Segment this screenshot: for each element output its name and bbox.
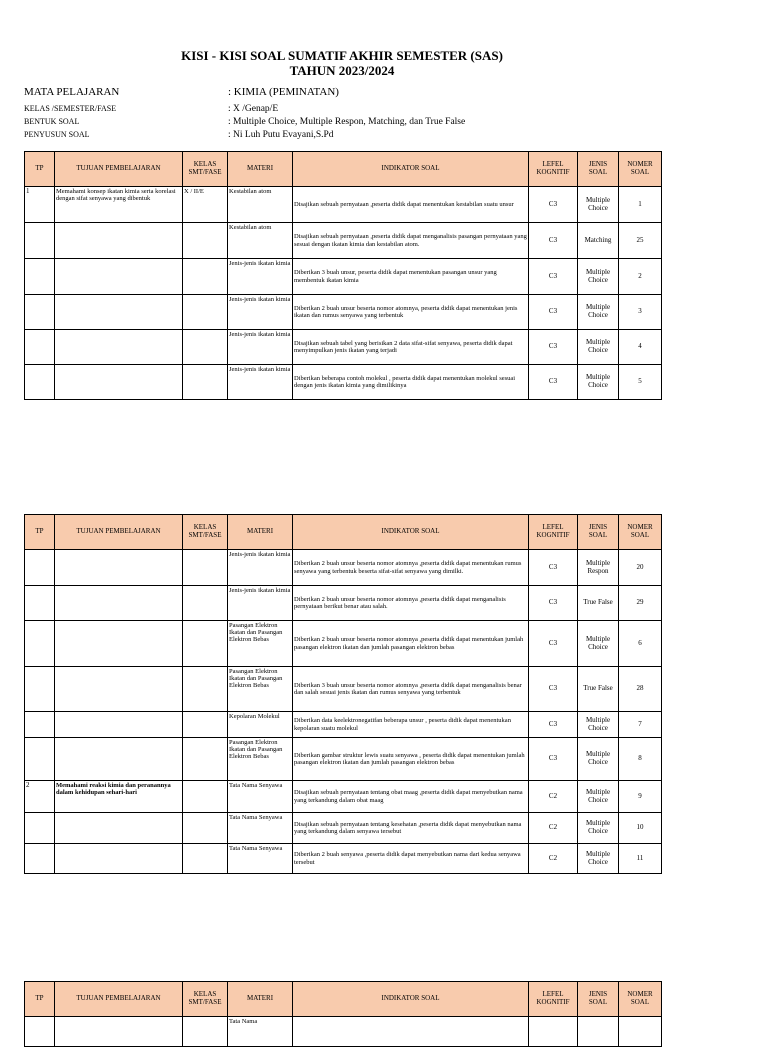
cell-kelas [183,621,228,667]
meta-label: PENYUSUN SOAL [24,130,90,139]
meta-value: : KIMIA (PEMINATAN) [228,86,339,98]
cell-tp [25,621,55,667]
table-row [25,621,662,667]
cell-jenis: True False [578,667,619,712]
kisi-table-1 [24,151,662,400]
cell-nomor [619,1017,662,1047]
table-row [25,365,662,400]
cell-kelas [183,550,228,586]
cell-indikator: Disajikan sebuah pernyataan ,peserta didik dapat menentukan kestabilan suatu unsur [293,187,529,223]
cell-materi: Pasangan Elektron Ikatan dan Pasangan Elektron Bebas [228,738,293,781]
header-kelas: KELAS SMT/FASE [183,515,228,550]
cell-nomor: 10 [619,813,662,844]
cell-kelas [183,1017,228,1047]
header-indikator: INDIKATOR SOAL [293,982,529,1017]
cell-tujuan [55,1017,183,1047]
cell-jenis: Multiple Choice [578,187,619,223]
header-level: LEFEL KOGNITIF [529,515,578,550]
cell-level: C3 [529,295,578,330]
kisi-table-2 [24,514,662,874]
cell-tujuan [55,667,183,712]
header-indikator: INDIKATOR SOAL [293,152,529,187]
cell-indikator: Diberikan 2 buah unsur beserta nomor atomnya ,peserta didik dapat menentukan rumus senyawa yang terbentuk beserta sifat-sifat senyawa yang dimilki. [293,550,529,586]
cell-level: C3 [529,586,578,621]
header-nomor: NOMER SOAL [619,515,662,550]
cell-indikator: Disajikan sebuah pernyataan tentang kesehatan ,peserta didik dapat menyebutkan nama yang terkandung dalam senyawa tersebut [293,813,529,844]
cell-kelas [183,738,228,781]
table-row [25,330,662,365]
cell-kelas [183,223,228,259]
table-row [25,738,662,781]
cell-indikator: Diberikan 2 buah senyawa ,peserta didik dapat menyebutkan nama dari kedua senyawa tersebut [293,844,529,874]
cell-tp [25,667,55,712]
header-materi: MATERI [228,982,293,1017]
cell-tujuan: Memahami reaksi kimia dan peranannya dalam kehidupan sehari-hari [55,781,183,813]
header-tp: TP [25,152,55,187]
table-row [25,813,662,844]
cell-jenis: Multiple Choice [578,259,619,295]
cell-tujuan [55,223,183,259]
cell-materi: Tata Nama [228,1017,293,1047]
cell-jenis: Multiple Choice [578,844,619,874]
cell-tujuan [55,621,183,667]
cell-level [529,1017,578,1047]
cell-kelas [183,365,228,400]
meta-value: : Ni Luh Putu Evayani,S.Pd [228,130,334,140]
cell-materi: Pasangan Elektron Ikatan dan Pasangan Elektron Bebas [228,667,293,712]
cell-tujuan: Memahami konsep ikatan kimia serta korelasi dengan sifat senyawa yang dibentuk [55,187,183,223]
cell-indikator: Diberikan data keelektronegatifan beberapa unsur , peserta didik dapat menentukan kepolaran suatu molekul [293,712,529,738]
header-tp: TP [25,515,55,550]
cell-tp [25,223,55,259]
table-row [25,667,662,712]
cell-tp [25,1017,55,1047]
cell-tujuan [55,844,183,874]
header-kelas: KELAS SMT/FASE [183,152,228,187]
cell-nomor: 4 [619,330,662,365]
cell-tujuan [55,365,183,400]
table-row [25,586,662,621]
cell-level: C3 [529,187,578,223]
cell-nomor: 28 [619,667,662,712]
table-row [25,550,662,586]
cell-materi: Jenis-jenis ikatan kimia [228,365,293,400]
table-header-row [25,515,662,550]
document-title: KISI - KISI SOAL SUMATIF AKHIR SEMESTER (SAS) [181,48,503,63]
cell-nomor: 7 [619,712,662,738]
cell-kelas [183,781,228,813]
cell-nomor: 2 [619,259,662,295]
table-row [25,1017,662,1047]
cell-indikator [293,1017,529,1047]
cell-materi: Jenis-jenis ikatan kimia [228,259,293,295]
cell-nomor: 1 [619,187,662,223]
table-header-row [25,152,662,187]
header-materi: MATERI [228,515,293,550]
cell-kelas [183,667,228,712]
header-tujuan: TUJUAN PEMBELAJARAN [55,152,183,187]
cell-level: C3 [529,223,578,259]
header-jenis: JENIS SOAL [578,515,619,550]
table-header-row [25,982,662,1017]
table-row [25,712,662,738]
cell-tp [25,712,55,738]
cell-level: C3 [529,365,578,400]
cell-kelas [183,295,228,330]
cell-jenis [578,1017,619,1047]
cell-tp: 1 [25,187,55,223]
cell-materi: Kestabilan atom [228,223,293,259]
meta-label: BENTUK SOAL [24,117,80,126]
cell-jenis: Multiple Choice [578,813,619,844]
header-nomor: NOMER SOAL [619,152,662,187]
cell-jenis: Multiple Choice [578,712,619,738]
header-level: LEFEL KOGNITIF [529,982,578,1017]
cell-level: C3 [529,550,578,586]
header-level: LEFEL KOGNITIF [529,152,578,187]
cell-materi: Jenis-jenis ikatan kimia [228,330,293,365]
cell-level: C2 [529,781,578,813]
cell-indikator: Diberikan 2 buah unsur beserta nomor atomnya ,peserta didik dapat menganalisis pernyataan berikut benar atau salah. [293,586,529,621]
cell-level: C3 [529,667,578,712]
cell-level: C3 [529,738,578,781]
cell-indikator: Disajikan sebuah pernyataan ,peserta didik dapat menganalisis pasangan pernyataan yang sesuai dengan ikatan kimia dan kestabilan atom. [293,223,529,259]
cell-level: C3 [529,712,578,738]
cell-tujuan [55,813,183,844]
cell-level: C3 [529,330,578,365]
cell-materi: Jenis-jenis ikatan kimia [228,295,293,330]
cell-tujuan [55,738,183,781]
cell-jenis: Multiple Choice [578,295,619,330]
cell-nomor: 29 [619,586,662,621]
cell-materi: Tata Nama Senyawa [228,781,293,813]
cell-kelas [183,586,228,621]
cell-nomor: 20 [619,550,662,586]
table-row [25,187,662,223]
cell-tp [25,295,55,330]
cell-indikator: Diberikan 3 buah unsur beserta nomor atomnya ,peserta didik dapat menganalisis benar dan salah sesuai jenis ikatan dan rumus senyawa yang terbentuk [293,667,529,712]
meta-value: : X /Genap/E [228,104,279,114]
cell-indikator: Disajikan sebuah tabel yang berisikan 2 data sifat-sifat senyawa, peserta didik dapat menyimpulkan jenis ikatan yang terjadi [293,330,529,365]
cell-indikator: Diberikan 2 buah unsur beserta nomor atomnya ,peserta didik dapat menentukan jumlah pasangan elektron ikatan dan jumlah pasangan elektron bebas [293,621,529,667]
meta-label: KELAS /SEMESTER/FASE [24,104,117,113]
cell-nomor: 9 [619,781,662,813]
header-tujuan: TUJUAN PEMBELAJARAN [55,515,183,550]
cell-jenis: Matching [578,223,619,259]
kisi-table-3 [24,981,662,1047]
cell-tujuan [55,259,183,295]
cell-nomor: 25 [619,223,662,259]
header-tujuan: TUJUAN PEMBELAJARAN [55,982,183,1017]
table-row [25,781,662,813]
cell-materi: Jenis-jenis ikatan kimia [228,550,293,586]
cell-kelas [183,259,228,295]
header-kelas: KELAS SMT/FASE [183,982,228,1017]
cell-kelas: X / II/E [183,187,228,223]
cell-jenis: True False [578,586,619,621]
cell-tp [25,330,55,365]
cell-tp: 2 [25,781,55,813]
cell-nomor: 8 [619,738,662,781]
cell-tujuan [55,550,183,586]
cell-tujuan [55,586,183,621]
header-tp: TP [25,982,55,1017]
cell-tp [25,844,55,874]
table-row [25,295,662,330]
header-materi: MATERI [228,152,293,187]
cell-materi: Kepolaran Molekul [228,712,293,738]
cell-indikator: Diberikan gambar struktur lewis suatu senyawa , peserta didik dapat menentukan jumlah pasangan elektron ikatan dan jumlah pasangan elektron bebas [293,738,529,781]
cell-level: C2 [529,844,578,874]
cell-tp [25,586,55,621]
cell-kelas [183,844,228,874]
cell-tp [25,259,55,295]
cell-tujuan [55,295,183,330]
cell-indikator: Disajikan sebuah pernyataan tentang obat maag ,peserta didik dapat menyebutkan nama yang terkandung dalam obat maag [293,781,529,813]
cell-indikator: Diberikan 2 buah unsur beserta nomor atomnya, peserta didik dapat menentukan jenis ikatan dan rumus senyawa yang terbentuk [293,295,529,330]
cell-jenis: Multiple Choice [578,738,619,781]
table-row [25,223,662,259]
cell-nomor: 3 [619,295,662,330]
header-jenis: JENIS SOAL [578,152,619,187]
header-nomor: NOMER SOAL [619,982,662,1017]
cell-jenis: Multiple Choice [578,621,619,667]
cell-materi: Tata Nama Senyawa [228,844,293,874]
cell-kelas [183,330,228,365]
cell-jenis: Multiple Choice [578,781,619,813]
meta-value: : Multiple Choice, Multiple Respon, Matching, dan True False [228,117,466,127]
header-indikator: INDIKATOR SOAL [293,515,529,550]
cell-tp [25,550,55,586]
cell-kelas [183,712,228,738]
cell-jenis: Multiple Choice [578,330,619,365]
header-jenis: JENIS SOAL [578,982,619,1017]
cell-indikator: Diberikan beberapa contoh molekul , peserta didik dapat menentukan molekul sesuai dengan jenis ikatan kimia yang dimilikinya [293,365,529,400]
cell-tujuan [55,712,183,738]
document-subtitle: TAHUN 2023/2024 [289,63,395,78]
cell-nomor: 11 [619,844,662,874]
cell-tp [25,738,55,781]
cell-materi: Pasangan Elektron Ikatan dan Pasangan Elektron Bebas [228,621,293,667]
cell-indikator: Diberikan 3 buah unsur, peserta didik dapat menentukan pasangan unsur yang membentuk ikatan kimia [293,259,529,295]
table-row [25,844,662,874]
cell-materi: Jenis-jenis ikatan kimia [228,586,293,621]
cell-materi: Tata Nama Senyawa [228,813,293,844]
cell-jenis: Multiple Choice [578,365,619,400]
table-row [25,259,662,295]
cell-materi: Kestabilan atom [228,187,293,223]
cell-level: C3 [529,259,578,295]
cell-tujuan [55,330,183,365]
cell-kelas [183,813,228,844]
cell-level: C2 [529,813,578,844]
cell-level: C3 [529,621,578,667]
cell-tp [25,813,55,844]
cell-tp [25,365,55,400]
cell-nomor: 6 [619,621,662,667]
meta-label: MATA PELAJARAN [24,86,120,98]
cell-nomor: 5 [619,365,662,400]
cell-jenis: Multiple Respon [578,550,619,586]
